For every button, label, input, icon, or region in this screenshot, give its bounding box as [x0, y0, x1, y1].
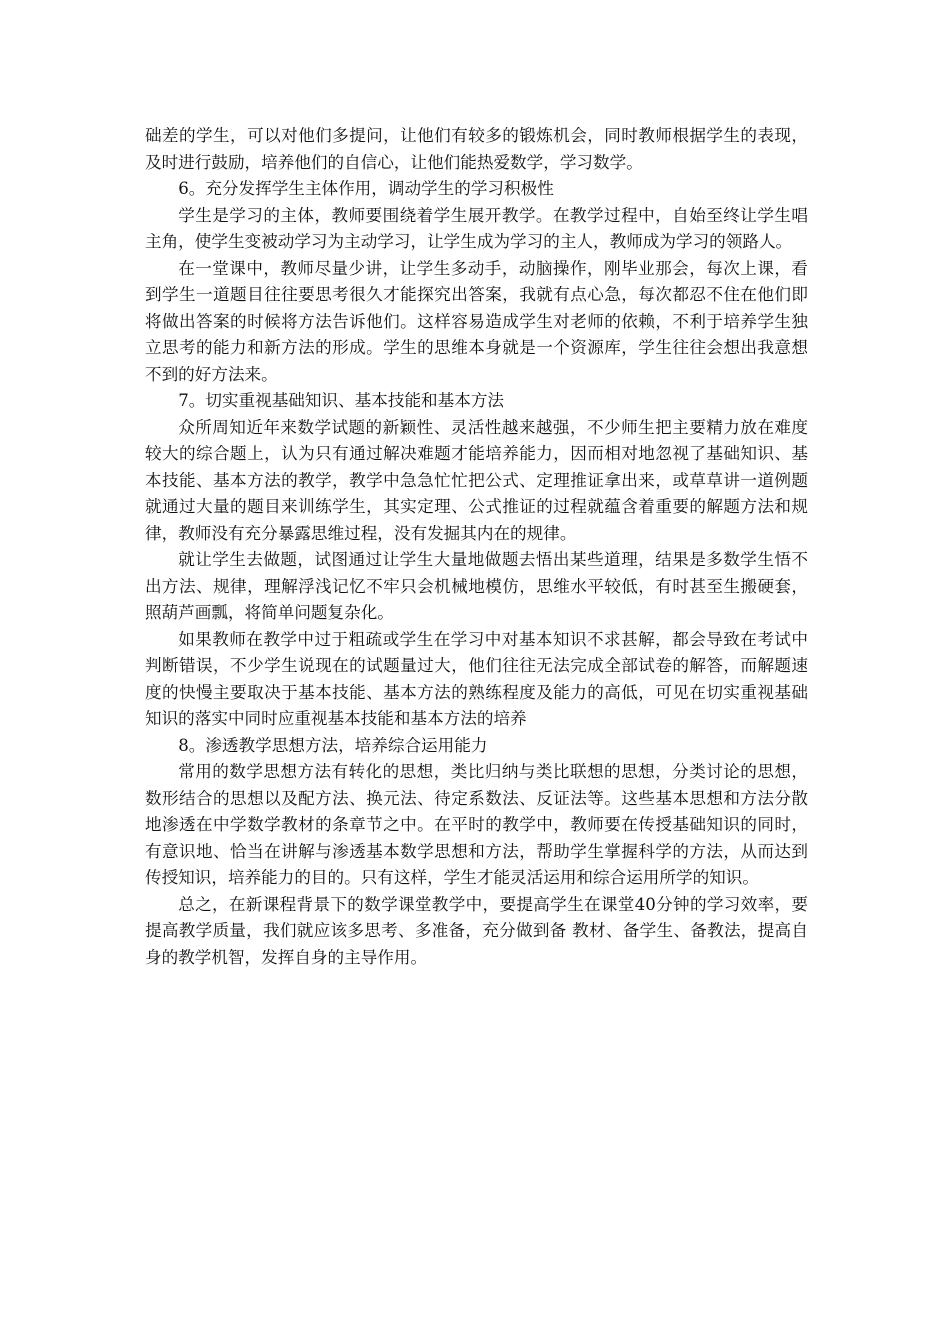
- paragraph-continuation: 础差的学生，可以对他们多提问，让他们有较多的锻炼机会，同时教师根据学生的表现，及时进行鼓励，培养他们的自信心，让他们能热爱数学，学习数学。: [145, 126, 808, 172]
- paragraph: 学生是学习的主体，教师要围绕着学生展开教学。在教学过程中，自始至终让学生唱主角，使学生变被动学习为主动学习，让学生成为学习的主人，教师成为学习的领路人。: [145, 205, 808, 251]
- paragraph: 就让学生去做题，试图通过让学生大量地做题去悟出某些道理，结果是多数学生悟不出方法、规律，理解浮浅记忆不牢只会机械地模仿，思维水平较低，有时甚至生搬硬套，照葫芦画瓢，将简单问题复杂化。: [145, 550, 808, 622]
- section-heading-6: 6。充分发挥学生主体作用，调动学生的学习积极性: [178, 179, 554, 198]
- section-heading-8: 8。渗透教学思想方法，培养综合运用能力: [178, 735, 488, 755]
- section-heading-7: 7。切实重视基础知识、基本技能和基本方法: [178, 391, 505, 410]
- paragraph: 在一堂课中，教师尽量少讲，让学生多动手，动脑操作，刚毕业那会，每次上课，看到学生一道题目往往要思考很久才能探究出答案，我就有点心急，每次都忍不住在他们即将做出答案的时候将方法告诉他们。这样容易造成学生对老师的依赖，不利于培养学生独立思考的能力和新方法的形成。学生的思维本身就是一个资源库，学生往往会想出我意想不到的好方法来。: [145, 258, 808, 384]
- paragraph-conclusion: 总之，在新课程背景下的数学课堂教学中，要提高学生在课堂40分钟的学习效率，要提高教学质量，我们就应该多思考、多准备，充分做到备 教材、备学生、备教法，提高自身的教学机智，发挥自身的主导作用。: [145, 894, 808, 967]
- paragraph: 常用的数学思想方法有转化的思想，类比归纳与类比联想的思想，分类讨论的思想，数形结合的思想以及配方法、换元法、待定系数法、反证法等。这些基本思想和方法分散地渗透在中学数学教材的条章节之中。在平时的教学中，教师要在传授基础知识的同时，有意识地、恰当在讲解与渗透基本数学思想和方法，帮助学生掌握科学的方法，从而达到传授知识，培养能力的目的。只有这样，学生才能灵活运用和综合运用所学的知识。: [145, 762, 808, 887]
- paragraph: 众所周知近年来数学试题的新颖性、灵活性越来越强，不少师生把主要精力放在难度较大的综合题上，认为只有通过解决难题才能培养能力，因而相对地忽视了基础知识、基本技能、基本方法的教学，教学中急急忙忙把公式、定理推证拿出来，或草草讲一道例题就通过大量的题目来训练学生，其实定理、公式推证的过程就蕴含着重要的解题方法和规律，教师没有充分暴露思维过程，没有发掘其内在的规律。: [145, 417, 808, 543]
- document-body: [145, 123, 808, 971]
- paragraph: 如果教师在教学中过于粗疏或学生在学习中对基本知识不求甚解，都会导致在考试中判断错误，不少学生说现在的试题量过大，他们往往无法完成全部试卷的解答，而解题速度的快慢主要取决于基本技能、基本方法的熟练程度及能力的高低，可见在切实重视基础知识的落实中同时应重视基本技能和基本方法的培养: [145, 629, 808, 728]
